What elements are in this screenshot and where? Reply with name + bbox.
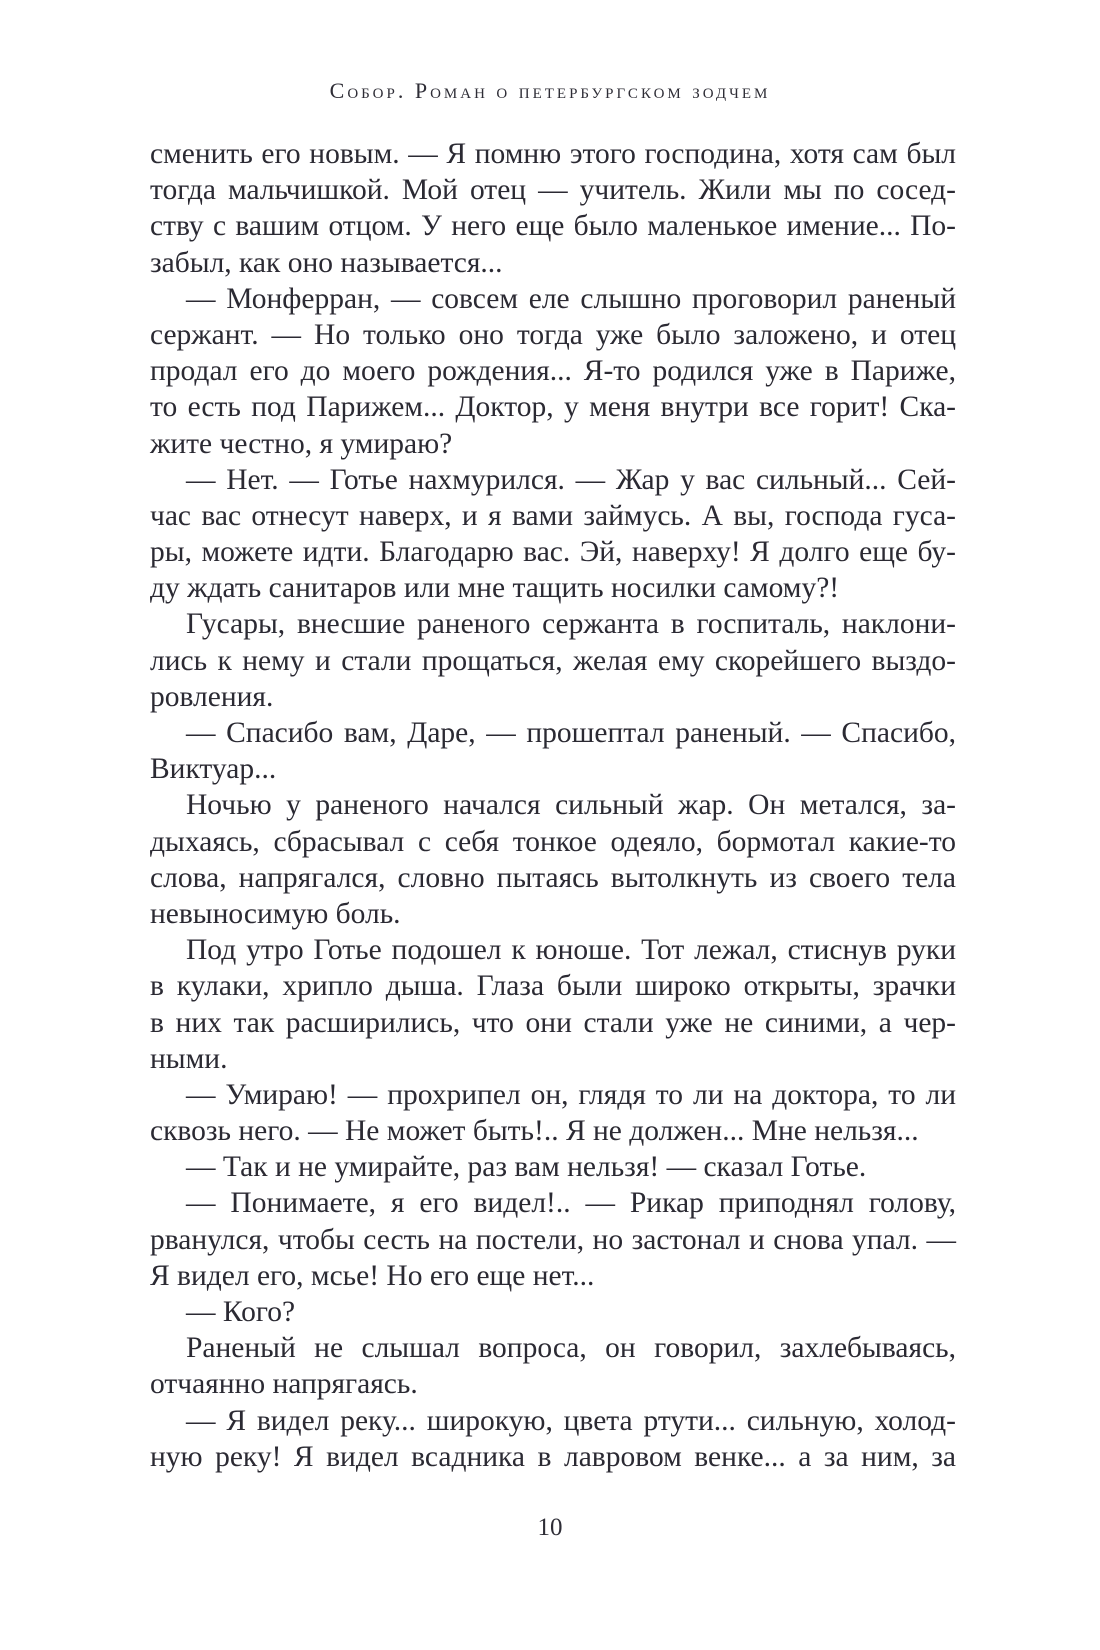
text-line: ры, можете идти. Благодарю вас. Эй, наверху! Я долго еще бу- bbox=[150, 536, 956, 569]
text-line: сквозь него. — Не может быть!.. Я не должен... Мне нельзя... bbox=[150, 1115, 919, 1148]
text-line: — Монферран, — совсем еле слышно проговорил раненый bbox=[186, 282, 956, 315]
text-line: Гусары, внесшие раненого сержанта в госпиталь, наклони- bbox=[186, 608, 956, 641]
text-line: — Кого? bbox=[186, 1296, 296, 1328]
text-line: ную реку! Я видел всадника в лавровом венке... а за ним, за bbox=[150, 1440, 956, 1473]
text-line: жите честно, я умираю? bbox=[150, 427, 453, 460]
text-line: в кулаки, хрипло дыша. Глаза были широко открыты, зрачки bbox=[150, 970, 956, 1003]
text-line: тогда мальчишкой. Мой отец — учитель. Жили мы по сосед- bbox=[150, 174, 956, 207]
text-line: Под утро Готье подошел к юноше. Тот лежал, стиснув руки bbox=[186, 934, 956, 967]
text-line: ными. bbox=[150, 1042, 228, 1075]
text-line: в них так расширились, что они стали уже не синими, а чер- bbox=[150, 1006, 956, 1039]
text-line: — Понимаете, я его видел!.. — Рикар приподнял голову, bbox=[186, 1187, 956, 1220]
text-line: ровления. bbox=[150, 680, 274, 713]
text-line: отчаянно напрягаясь. bbox=[150, 1368, 418, 1401]
text-line: рванулся, чтобы сесть на постели, но застонал и снова упал. — bbox=[150, 1223, 956, 1256]
text-line: сменить его новым. — Я помню этого господина, хотя сам был bbox=[150, 138, 956, 170]
text-line: — Так и не умирайте, раз вам нельзя! — сказал Готье. bbox=[186, 1151, 867, 1184]
text-line: ду ждать санитаров или мне тащить носилки самому?! bbox=[150, 572, 840, 605]
text-line: невыносимую боль. bbox=[150, 897, 401, 930]
text-line: Я видел его, мсье! Но его еще нет... bbox=[150, 1259, 595, 1292]
text-line: то есть под Парижем... Доктор, у меня внутри все горит! Ска- bbox=[150, 391, 956, 424]
text-line: час вас отнесут наверх, и я вами займусь. А вы, господа гуса- bbox=[150, 499, 956, 532]
text-line: лись к нему и стали прощаться, желая ему скорейшего выздо- bbox=[150, 644, 956, 677]
text-line: Ночью у раненого начался сильный жар. Он метался, за- bbox=[186, 789, 956, 822]
text-line: — Умираю! — прохрипел он, глядя то ли на доктора, то ли bbox=[186, 1078, 956, 1111]
text-line: Раненый не слышал вопроса, он говорил, захлебываясь, bbox=[186, 1332, 956, 1365]
body-text bbox=[150, 136, 956, 1475]
text-line: продал его до моего рождения... Я-то родился уже в Париже, bbox=[150, 355, 956, 388]
text-line: — Спасибо вам, Даре, — прошептал раненый. — Спасибо, bbox=[186, 717, 956, 749]
text-line: — Нет. — Готье нахмурился. — Жар у вас сильный... Сей- bbox=[186, 463, 956, 496]
text-line: сержант. — Но только оно тогда уже было заложено, и отец bbox=[150, 318, 956, 351]
text-line: слова, напрягался, словно пытаясь вытолкнуть из своего тела bbox=[150, 861, 956, 894]
page-number: 10 bbox=[537, 1514, 563, 1541]
running-head: Собор. Роман о петербургском зодчем bbox=[329, 78, 771, 103]
text-line: забыл, как оно называется... bbox=[150, 246, 503, 279]
text-line: — Я видел реку... широкую, цвета ртути... сильную, холод- bbox=[186, 1404, 956, 1437]
text-line: Виктуар... bbox=[150, 753, 277, 786]
text-line: ству с вашим отцом. У него еще было маленькое имение... По- bbox=[150, 210, 956, 243]
text-line: дыхаясь, сбрасывал с себя тонкое одеяло, бормотал какие-то bbox=[150, 825, 956, 858]
